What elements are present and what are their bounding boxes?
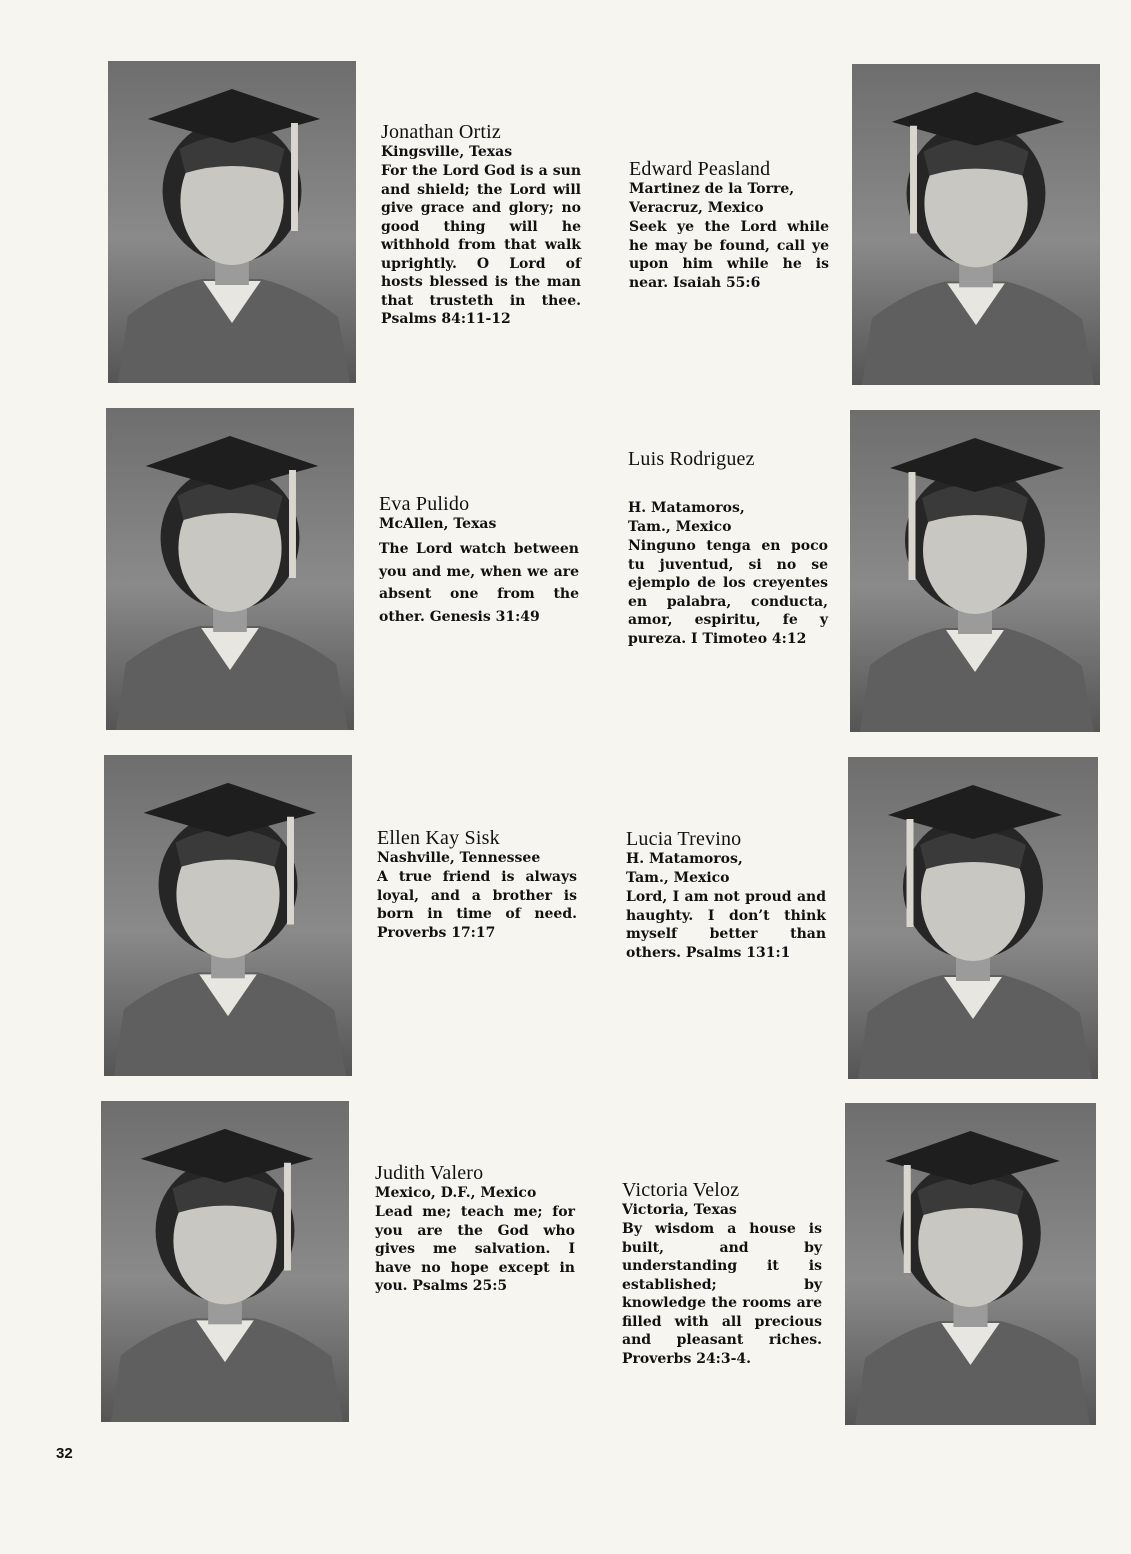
student-hometown: Nashville, Tennessee bbox=[377, 850, 541, 866]
student-verse: For the Lord God is a sun and shield; the Lord will give grace and glory; no good thing will he withhold from that walk uprightly. O Lord of hosts blessed is the man that trusteth in thee. Psalms 84:11-12 bbox=[381, 163, 581, 327]
student-hometown-line-1: H. Matamoros, bbox=[628, 500, 745, 516]
student-entry-eva-pulido bbox=[379, 493, 579, 628]
student-hometown: Kingsville, Texas bbox=[381, 144, 513, 160]
portrait-jonathan-ortiz bbox=[108, 61, 356, 383]
student-verse: The Lord watch between you and me, when we are absent one from the other. Genesis 31:49 bbox=[379, 541, 579, 625]
graduate-portrait-photo bbox=[108, 61, 356, 383]
student-verse: Lord, I am not proud and haughty. I don’t think myself better than others. Psalms 131:1 bbox=[626, 889, 826, 961]
student-name: Victoria Veloz bbox=[622, 1179, 740, 1201]
student-name: Luis Rodriguez bbox=[628, 448, 755, 470]
student-hometown: Mexico, D.F., Mexico bbox=[375, 1185, 537, 1201]
student-verse: By wisdom a house is built, and by understanding it is established; by knowledge the rooms are filled with all precious and pleasant riches. Proverbs 24:3-4. bbox=[622, 1221, 822, 1367]
portrait-victoria-veloz bbox=[845, 1103, 1096, 1425]
student-verse: Lead me; teach me; for you are the God who gives me salvation. I have no hope except in you. Psalms 25:5 bbox=[375, 1204, 575, 1294]
student-hometown: McAllen, Texas bbox=[379, 516, 497, 532]
student-entry-luis-rodriguez bbox=[628, 448, 828, 648]
portrait-luis-rodriguez bbox=[850, 410, 1100, 732]
student-hometown-line-2: Tam., Mexico bbox=[626, 870, 730, 886]
student-entry-lucia-trevino bbox=[626, 828, 826, 962]
student-name: Jonathan Ortiz bbox=[381, 121, 501, 143]
mortarboard-shape bbox=[890, 438, 1064, 492]
student-verse: Ninguno tenga en poco tu juventud, si no se ejemplo de los creyentes en palabra, conducta, amor, espiritu, fe y pureza. I Timoteo 4:12 bbox=[628, 538, 828, 647]
student-verse: A true friend is always loyal, and a brother is born in time of need. Proverbs 17:17 bbox=[377, 869, 577, 941]
graduate-portrait-photo bbox=[845, 1103, 1096, 1425]
portrait-judith-valero bbox=[101, 1101, 349, 1422]
graduate-portrait-photo bbox=[104, 755, 352, 1076]
graduate-portrait-photo bbox=[106, 408, 354, 730]
student-name: Judith Valero bbox=[375, 1162, 484, 1184]
student-entry-edward-peasland bbox=[629, 158, 829, 292]
page-number: 32 bbox=[56, 1445, 73, 1462]
graduate-portrait-photo bbox=[848, 757, 1098, 1079]
student-name: Edward Peasland bbox=[629, 158, 771, 180]
student-name: Ellen Kay Sisk bbox=[377, 827, 500, 849]
student-hometown-line-2: Veracruz, Mexico bbox=[629, 200, 764, 216]
portrait-edward-peasland bbox=[852, 64, 1100, 385]
portrait-eva-pulido bbox=[106, 408, 354, 730]
student-entry-victoria-veloz bbox=[622, 1179, 822, 1368]
student-hometown-line-2: Tam., Mexico bbox=[628, 519, 732, 535]
mortarboard-shape bbox=[888, 785, 1062, 839]
student-entry-judith-valero bbox=[375, 1162, 575, 1296]
student-entry-jonathan-ortiz bbox=[381, 121, 581, 329]
student-verse: Seek ye the Lord while he may be found, call ye upon him while he is near. Isaiah 55:6 bbox=[629, 219, 829, 291]
graduate-portrait-photo bbox=[101, 1101, 349, 1422]
graduate-portrait-photo bbox=[850, 410, 1100, 732]
portrait-ellen-kay-sisk bbox=[104, 755, 352, 1076]
portrait-lucia-trevino bbox=[848, 757, 1098, 1079]
student-name: Eva Pulido bbox=[379, 493, 470, 515]
mortarboard-shape bbox=[885, 1131, 1060, 1185]
graduate-portrait-photo bbox=[852, 64, 1100, 385]
mortarboard-shape bbox=[892, 92, 1065, 146]
student-name: Lucia Trevino bbox=[626, 828, 742, 850]
student-hometown-line-1: H. Matamoros, bbox=[626, 851, 743, 867]
student-hometown-line-1: Martinez de la Torre, bbox=[629, 181, 795, 197]
student-entry-ellen-kay-sisk bbox=[377, 827, 577, 942]
student-hometown: Victoria, Texas bbox=[622, 1202, 737, 1218]
